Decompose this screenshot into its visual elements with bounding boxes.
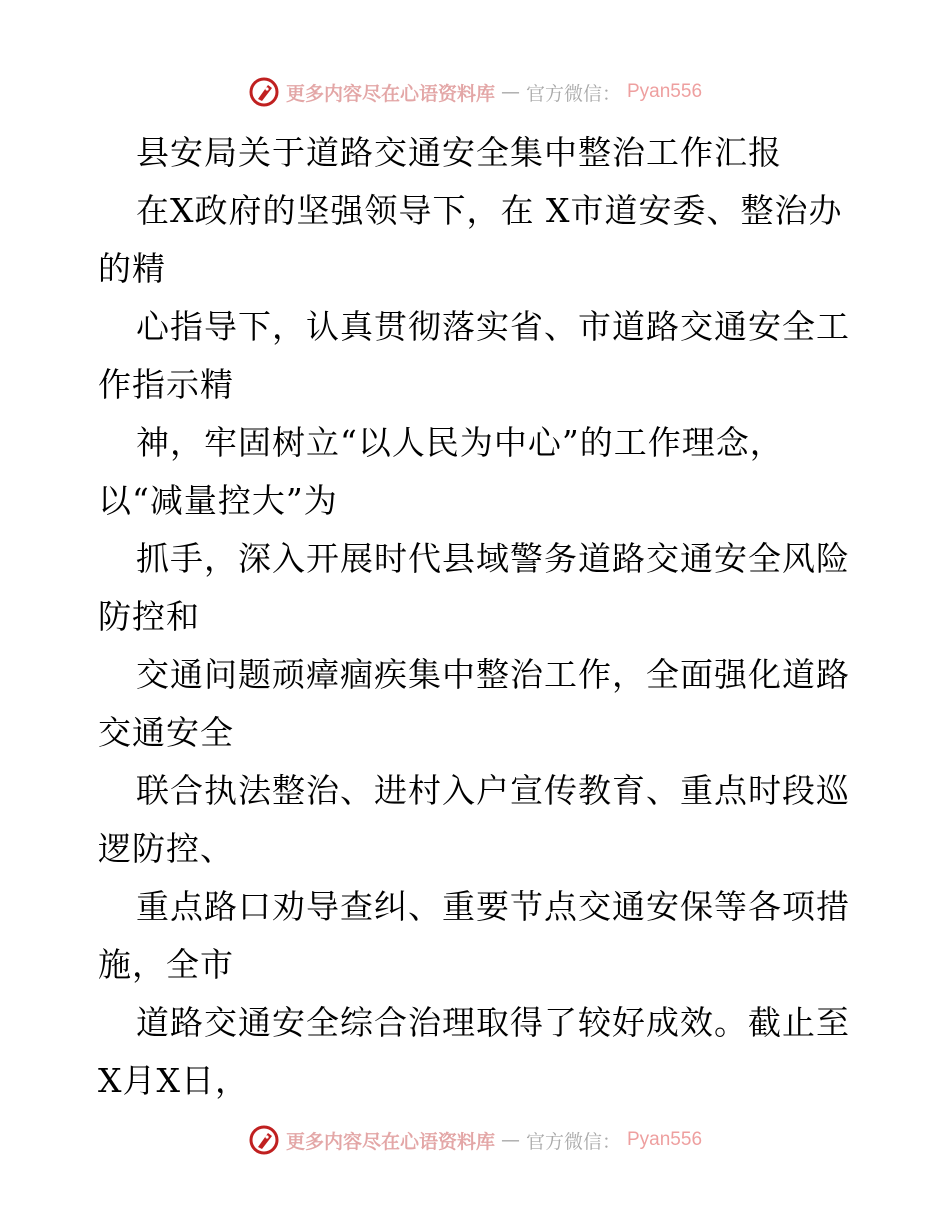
paragraph-line: 的精	[98, 249, 166, 288]
paragraph-line: 防控和	[98, 597, 200, 636]
paragraph-line: 以“减量控大”为	[98, 481, 338, 520]
paragraph-line: 神，牢固树立“以人民为中心”的工作理念，	[136, 423, 784, 462]
watermark-account: Pyan556	[627, 81, 703, 102]
watermark-site-text: 更多内容尽在心语资料库	[285, 1130, 495, 1153]
document-body	[98, 124, 858, 1110]
pen-nib-circle-icon	[248, 76, 280, 108]
paragraph-line: 心指导下，认真贯彻落实省、市道路交通安全工	[136, 307, 850, 346]
paragraph-line: X月X日，	[98, 1061, 249, 1100]
footer-watermark	[0, 1120, 950, 1160]
paragraph-line: 联合执法整治、进村入户宣传教育、重点时段巡	[136, 771, 850, 810]
watermark-account: Pyan556	[627, 1129, 703, 1150]
watermark-separator: —	[500, 1129, 520, 1151]
paragraph-line: 交通安全	[98, 713, 234, 752]
header-watermark	[0, 72, 950, 112]
watermark-separator: —	[500, 81, 520, 103]
paragraph-line: 抓手，深入开展时代县域警务道路交通安全风险	[136, 539, 850, 578]
paragraph-line: 逻防控、	[98, 829, 234, 868]
document-title: 县安局关于道路交通安全集中整治工作汇报	[136, 133, 782, 172]
paragraph-line: 交通问题顽瘴痼疾集中整治工作，全面强化道路	[136, 655, 850, 694]
watermark-banner	[248, 1124, 702, 1156]
watermark-wechat-label: 官方微信：	[525, 82, 621, 105]
paragraph-line: 道路交通安全综合治理取得了较好成效。截止至	[136, 1003, 850, 1042]
pen-nib-circle-icon	[248, 1124, 280, 1156]
watermark-site-text: 更多内容尽在心语资料库	[285, 82, 495, 105]
watermark-wechat-label: 官方微信：	[525, 1130, 621, 1153]
paragraph-line: 作指示精	[98, 365, 234, 404]
watermark-banner	[248, 76, 702, 108]
paragraph-line: 在X政府的坚强领导下，在 X市道安委、整治办	[136, 191, 843, 230]
paragraph-line: 施，全市	[98, 945, 234, 984]
paragraph-line: 重点路口劝导查纠、重要节点交通安保等各项措	[136, 887, 850, 926]
